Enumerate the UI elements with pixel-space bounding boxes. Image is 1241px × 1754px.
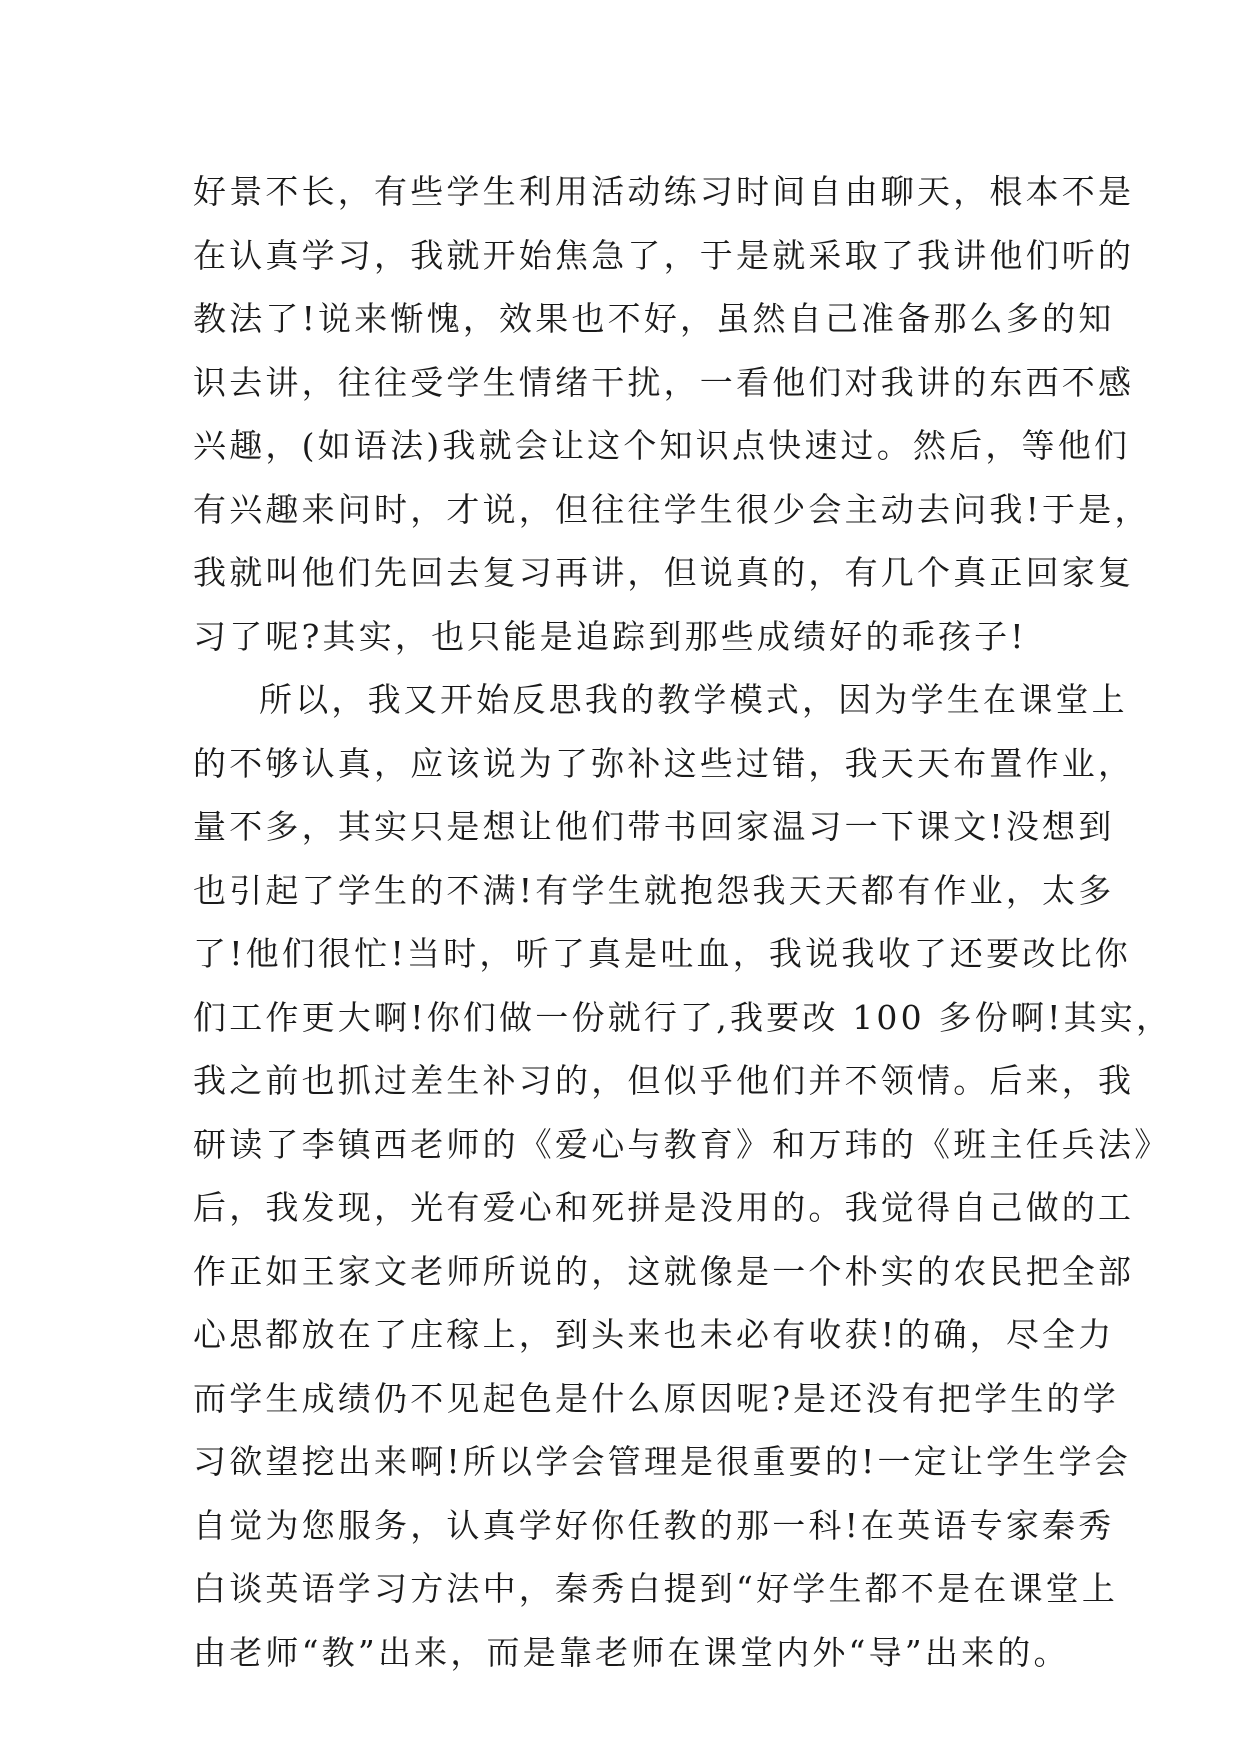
body-text: [193, 160, 1173, 1684]
text-line: 好景不长，有些学生利用活动练习时间自由聊天，根本不是: [193, 172, 1135, 211]
text-line: 我就叫他们先回去复习再讲，但说真的，有几个真正回家复: [193, 553, 1135, 592]
text-line: 们工作更大啊!你们做一份就行了,我要改 100 多份啊!其实，: [193, 997, 1173, 1037]
text-line: 白谈英语学习方法中，秦秀白提到“好学生都不是在课堂上: [193, 1569, 1119, 1608]
text-line: 自觉为您服务，认真学好你任教的那一科!在英语专家秦秀: [193, 1505, 1115, 1545]
text-line: 后，我发现，光有爱心和死拼是没用的。我觉得自己做的工: [193, 1188, 1135, 1227]
text-line: 我之前也抓过差生补习的，但似乎他们并不领情。后来，我: [193, 1061, 1135, 1100]
text-line: 习了呢?其实，也只能是追踪到那些成绩好的乖孩子!: [193, 616, 1027, 656]
text-line: 量不多，其实只是想让他们带书回家温习一下课文!没想到: [193, 807, 1115, 846]
text-line: 而学生成绩仍不见起色是什么原因呢?是还没有把学生的学: [193, 1378, 1119, 1418]
text-line: 的不够认真，应该说为了弥补这些过错，我天天布置作业，: [193, 743, 1135, 783]
text-line: 作正如王家文老师所说的，这就像是一个朴实的农民把全部: [193, 1251, 1135, 1291]
text-line: 了!他们很忙!当时，听了真是吐血，我说我收了还要改比你: [193, 934, 1131, 973]
text-line: 兴趣，(如语法)我就会让这个知识点快速过。然后，等他们: [193, 426, 1131, 465]
text-line: 由老师“教”出来，而是靠老师在课堂内外“导”出来的。: [193, 1632, 1070, 1672]
text-line: 研读了李镇西老师的《爱心与教育》和万玮的《班主任兵法》: [193, 1124, 1171, 1164]
text-line: 教法了!说来惭愧，效果也不好，虽然自己准备那么多的知: [193, 299, 1115, 338]
text-line: 也引起了学生的不满!有学生就抱怨我天天都有作业，太多: [193, 870, 1115, 910]
text-line: 在认真学习，我就开始焦急了，于是就采取了我讲他们听的: [193, 235, 1135, 275]
text-line: 识去讲，往往受学生情绪干扰，一看他们对我讲的东西不感: [193, 362, 1135, 402]
text-line: 有兴趣来问时，才说，但往往学生很少会主动去问我!于是，: [193, 489, 1151, 529]
paragraph-start-line: 所以，我又开始反思我的教学模式，因为学生在课堂上: [259, 680, 1128, 719]
text-line: 心思都放在了庄稼上，到头来也未必有收获!的确，尽全力: [193, 1315, 1115, 1354]
text-line: 习欲望挖出来啊!所以学会管理是很重要的!一定让学生学会: [193, 1442, 1131, 1481]
